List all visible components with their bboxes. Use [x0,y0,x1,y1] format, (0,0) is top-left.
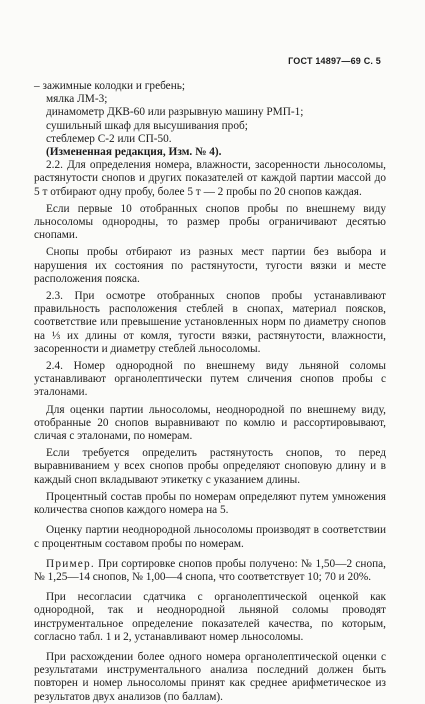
amendment-note: (Измененная редакция, Изм. № 4). [46,146,222,159]
paragraph: При несогласии сдатчика с органолептической оценкой как однородной, так и неоднородной льняной соломы проводят инструментальное определение показателей качества, по которым, согласно табл. 1 и 2, устанавливают номер льносоломы. [34,591,386,643]
paragraph: Для оценки партии льносоломы, неоднородной по внешнему виду, отобранные 20 снопов выравнивают по комлю и рассортировывают, сличая с эталонами, по номерам. [34,403,386,443]
paragraph-2-2: 2.2. Для определения номера, влажности, засоренности льносоломы, растянутости снопов и других показателей от каждой партии массой до 5 т отбирают одну пробу, более 5 т — 2 пробы по 20 снопов каждая. [34,159,386,198]
list-item: динамометр ДКВ-60 или разрывную машину РМП-1; [46,106,304,119]
paragraph: Если первые 10 отобранных снопов пробы по внешнему виду льносоломы однородны, то размер пробы ограничивают десятью снопами. [34,202,386,242]
list-item: мялка ЛМ-3; [46,93,108,106]
paragraph: Если требуется определить растянутость снопов, то перед выравниванием у всех снопов пробы определяют сноповую длину и в каждый сноп вкладывают этикетку с указанием длины. [34,447,386,486]
example-lead: Пример. [46,557,95,570]
example-paragraph [34,558,386,584]
paragraph: Снопы пробы отбирают из разных мест партии без выбора и нарушения их состояния по растянутости, тугости вязки и месте расположения пояска. [34,246,386,285]
example-text: При сортировке снопов пробы получено: № 1,50—2 снопа, № 1,25—14 снопов, № 1,00—4 снопа, что соответствует 10; 70 и 20%. [34,557,386,583]
paragraph-2-3: 2.3. При осмотре отобранных снопов пробы устанавливают правильность расположения стеблей в снопах, материал поясков, соответствие или превышение установленных норм по диаметру снопов на ⅓ их длины от комля, тугости вязки, растянутости, влажности, засоренности и диаметру стеблей льносоломы. [34,290,386,355]
paragraph-2-4: 2.4. Номер однородной по внешнему виду льняной соломы устанавливают органолептически путем сличения снопов пробы с эталонами. [34,360,386,399]
paragraph: Оценку партии неоднородной льносоломы производят в соответствии с процентным составом пробы по номерам. [34,524,386,550]
equipment-list [34,80,386,146]
list-item: сушильный шкаф для высушивания проб; [46,119,248,132]
list-item: – зажимные колодки и гребень; [46,80,386,93]
document-body [34,80,386,704]
paragraph: При расхождении более одного номера органолептической оценки с результатами инструментального анализа последний должен быть повторен и номер льносоломы принят как среднее арифметическое из результатов двух анализов (по баллам). [34,650,386,703]
paragraph: Процентный состав пробы по номерам определяют путем умножения количества снопов каждого номера на 5. [34,490,386,517]
list-item: стеблемер С-2 или СП-50. [46,132,172,145]
page-header: ГОСТ 14897—69 С. 5 [288,56,381,66]
